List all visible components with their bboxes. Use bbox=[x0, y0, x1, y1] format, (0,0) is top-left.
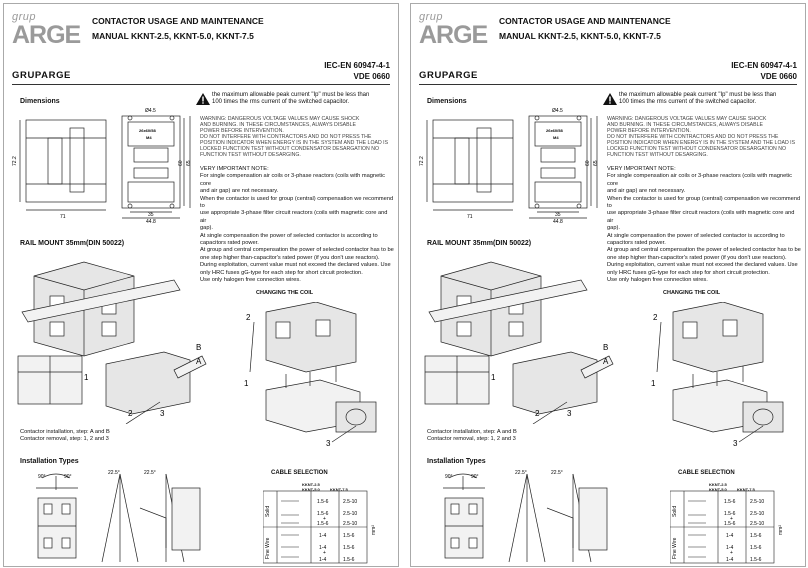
step-3-label: 3 bbox=[160, 409, 165, 418]
logo-top-text: grup bbox=[12, 11, 37, 23]
company-logo bbox=[12, 11, 81, 60]
rail-mount-drawing-2 bbox=[421, 252, 651, 424]
svg-text:65: 65 bbox=[593, 160, 599, 166]
cable-r5-a: 1-4 bbox=[319, 545, 327, 551]
svg-text:mm²: mm² bbox=[778, 525, 784, 535]
svg-text:A: A bbox=[603, 357, 609, 366]
cable-col1-header-2: KKNT-2.5 KKNT-5.0 bbox=[709, 482, 727, 492]
svg-text:B: B bbox=[603, 343, 609, 352]
svg-text:2.5-10: 2.5-10 bbox=[750, 521, 765, 527]
svg-text:+: + bbox=[730, 550, 733, 556]
svg-text:2.5-10: 2.5-10 bbox=[750, 511, 765, 517]
peak-current-note: the maximum allowable peak current "Ip" must be less than 100 times the rms current of the switched capacitor. bbox=[212, 92, 370, 105]
svg-text:+: + bbox=[730, 516, 733, 522]
title-line-2-2: MANUAL KKNT-2.5, KKNT-5.0, KKNT-7.5 bbox=[499, 31, 661, 41]
cable-selection-table-2 bbox=[670, 487, 800, 565]
svg-text:M4: M4 bbox=[553, 135, 559, 140]
svg-text:3: 3 bbox=[733, 439, 738, 448]
svg-text:1.5-6: 1.5-6 bbox=[724, 521, 736, 527]
cable-r4-b: 1.5-6 bbox=[343, 533, 355, 539]
svg-text:1: 1 bbox=[491, 373, 496, 382]
header-divider-2 bbox=[419, 84, 797, 85]
svg-text:1.5-6: 1.5-6 bbox=[724, 499, 736, 505]
rail-mount-drawing bbox=[14, 252, 244, 424]
svg-text:Ø4.5: Ø4.5 bbox=[552, 108, 563, 114]
svg-text:2: 2 bbox=[535, 409, 540, 418]
section-cable-selection: CABLE SELECTION bbox=[271, 470, 328, 476]
standard-vde: VDE 0660 bbox=[353, 72, 390, 81]
angle-22-5-right: 22.5° bbox=[144, 470, 156, 476]
svg-text:71: 71 bbox=[467, 214, 473, 220]
cable-r4-a: 1-4 bbox=[319, 533, 327, 539]
dim-65: 65 bbox=[186, 160, 192, 166]
cable-selection-table bbox=[263, 487, 393, 565]
cable-col2-header: KKNT-7.5 bbox=[330, 487, 348, 492]
svg-text:1: 1 bbox=[651, 379, 656, 388]
svg-text:Solid: Solid bbox=[672, 505, 678, 517]
logo-main-text: ARGE bbox=[12, 21, 81, 49]
title-line-1: CONTACTOR USAGE AND MAINTENANCE bbox=[92, 16, 264, 26]
section-installation-types-2: Installation Types bbox=[427, 458, 486, 465]
cable-r5-b: 1.5-6 bbox=[343, 545, 355, 551]
svg-text:1.5-6: 1.5-6 bbox=[724, 511, 736, 517]
svg-text:90°: 90° bbox=[471, 474, 479, 480]
cable-r2-b: 2.5-10 bbox=[343, 511, 358, 517]
warning-text: WARNING: DANGEROUS VOLTAGE VALUES MAY CAUSE SHOCK AND BURNING. IN THESE CIRCUMSTANCES, ALWAYS DISABLE POWER BEFORE INTERVENTION. DO NOT INTERFERE WITH CONTRACTORS AND DO NOT PRESS THE POSITION INDICATOR WHEN ENERGY IS IN THE SYSTEM AND THE LOAD IS LOCKED FUNCTION TEST WITHOUT CONDENSATOR DESARGATION NO FUNCTION TEST WITHOUT DESARGING. bbox=[200, 116, 389, 158]
installation-captions-2: Contactor installation, step: A and B Contactor removal, step: 1, 2 and 3 bbox=[427, 429, 517, 442]
cable-plus-1: + bbox=[323, 516, 326, 522]
coil-step-3-label: 3 bbox=[326, 439, 331, 448]
cable-unit-label: mm² bbox=[371, 525, 377, 535]
dim-71: 71 bbox=[60, 214, 66, 220]
section-rail-mount: RAIL MOUNT 35mm(DIN 50022) bbox=[20, 240, 125, 247]
svg-text:60: 60 bbox=[585, 160, 591, 166]
svg-text:Fine Wire: Fine Wire bbox=[672, 537, 678, 559]
svg-text:90°: 90° bbox=[445, 474, 453, 480]
coil-step-1-label: 1 bbox=[244, 379, 249, 388]
cable-col2-header-2: KKNT-7.5 bbox=[737, 487, 755, 492]
svg-text:44.8: 44.8 bbox=[553, 219, 563, 224]
svg-text:26x60/58: 26x60/58 bbox=[546, 128, 563, 133]
cable-r1-b: 2.5-10 bbox=[343, 499, 358, 505]
company-logo-2: grup ARGE bbox=[419, 11, 488, 49]
very-important-note: VERY IMPORTANT NOTE: For single compensation air coils or 3-phase reactors (coils with magnetic core and air gap) are not necessary. When the contactor is used for group (central) compensation we recommend to use appropriate 3-phase filter circuit reactors (coils with magnetic core and air gap). At single compensation the power of selected contactor is according to capacitors rated power. At group and central compensation the power of selected contactor has to be one step higher than-capacitor's rated power (if you don't use reactors). During exploitation, current value must not exceed the declared values. Use only HRC fuses gG-type for each step for short circuit protection. Use only halogen free connection wires. bbox=[200, 166, 394, 284]
part-m4-label: M4 bbox=[146, 135, 152, 140]
installation-captions: Contactor installation, step: A and B Contactor removal, step: 1, 2 and 3 bbox=[20, 429, 110, 442]
cable-r2-a: 1.5-6 bbox=[317, 511, 329, 517]
svg-text:22.5°: 22.5° bbox=[515, 470, 527, 476]
section-dimensions: Dimensions bbox=[20, 98, 60, 105]
very-important-note-2: VERY IMPORTANT NOTE: For single compensation air coils or 3-phase reactors (coils with magnetic core and air gap) are not necessary. When the contactor is used for group (central) compensation we recommend to use appropriate 3-phase filter circuit reactors (coils with magnetic core and air gap). At single compensation the power of selected contactor is according to capacitors rated power. At group and central compensation the power of selected contactor has to be one step higher than-capacitor's rated power (if you don't use reactors). During exploitation, current value must not exceed the declared values. Use only HRC fuses gG-type for each step for short circuit protection. Use only halogen free connection wires. bbox=[607, 166, 801, 284]
brand-name: GRUPARGE bbox=[12, 70, 71, 81]
section-cable-selection-2: CABLE SELECTION bbox=[678, 470, 735, 476]
svg-text:35: 35 bbox=[555, 212, 561, 218]
dimensions-drawing bbox=[12, 108, 198, 224]
section-changing-coil-2: CHANGING THE COIL bbox=[663, 290, 721, 296]
svg-text:1.5-6: 1.5-6 bbox=[750, 545, 762, 551]
standard-iec-2: IEC-EN 60947-4-1 bbox=[731, 61, 797, 70]
cable-fine-wire-label: Fine Wire bbox=[265, 537, 271, 559]
svg-text:1-4: 1-4 bbox=[726, 557, 734, 563]
standard-iec: IEC-EN 60947-4-1 bbox=[324, 61, 390, 70]
cable-r6-a: 1-4 bbox=[319, 557, 327, 563]
coil-step-2-label: 2 bbox=[246, 313, 251, 322]
installation-types-drawing bbox=[16, 468, 252, 564]
warning-icon-2 bbox=[603, 93, 617, 105]
svg-text:1.5-6: 1.5-6 bbox=[750, 533, 762, 539]
svg-text:1.5-6: 1.5-6 bbox=[750, 557, 762, 563]
warning-icon bbox=[196, 93, 210, 105]
svg-text:3: 3 bbox=[567, 409, 572, 418]
section-rail-mount-2: RAIL MOUNT 35mm(DIN 50022) bbox=[427, 240, 532, 247]
section-changing-coil: CHANGING THE COIL bbox=[256, 290, 314, 296]
svg-text:1-4: 1-4 bbox=[726, 545, 734, 551]
brand-name-2: GRUPARGE bbox=[419, 70, 478, 81]
cable-r3-a: 1.5-6 bbox=[317, 521, 329, 527]
standard-vde-2: VDE 0660 bbox=[760, 72, 797, 81]
svg-text:2: 2 bbox=[653, 313, 658, 322]
section-dimensions-2: Dimensions bbox=[427, 98, 467, 105]
step-2-label: 2 bbox=[128, 409, 133, 418]
peak-current-note-2: the maximum allowable peak current "Ip" must be less than 100 times the rms current of the switched capacitor. bbox=[619, 92, 777, 105]
manual-page-left bbox=[3, 3, 399, 567]
svg-text:1-4: 1-4 bbox=[726, 533, 734, 539]
angle-90-left: 90° bbox=[38, 474, 46, 480]
angle-22-5-left: 22.5° bbox=[108, 470, 120, 476]
cable-plus-2: + bbox=[323, 550, 326, 556]
cable-r6-b: 1.5-6 bbox=[343, 557, 355, 563]
cable-r1-a: 1.5-6 bbox=[317, 499, 329, 505]
angle-90-right: 90° bbox=[64, 474, 72, 480]
header-divider bbox=[12, 84, 390, 85]
dimensions-drawing-2 bbox=[419, 108, 605, 224]
dim-72-2: 72.2 bbox=[12, 156, 18, 166]
dim-35: 35 bbox=[148, 212, 154, 218]
svg-text:72.2: 72.2 bbox=[419, 156, 425, 166]
cable-r3-b: 2.5-10 bbox=[343, 521, 358, 527]
step-b-label: B bbox=[196, 343, 202, 352]
changing-coil-drawing bbox=[236, 302, 394, 448]
title-line-1-2: CONTACTOR USAGE AND MAINTENANCE bbox=[499, 16, 671, 26]
dim-4-5: Ø4.5 bbox=[145, 108, 156, 114]
installation-types-drawing-2 bbox=[423, 468, 659, 564]
changing-coil-drawing-2 bbox=[643, 302, 801, 448]
step-a-label: A bbox=[196, 357, 202, 366]
svg-text:22.5°: 22.5° bbox=[551, 470, 563, 476]
svg-text:2.5-10: 2.5-10 bbox=[750, 499, 765, 505]
step-1-label: 1 bbox=[84, 373, 89, 382]
warning-text-2: WARNING: DANGEROUS VOLTAGE VALUES MAY CAUSE SHOCK AND BURNING. IN THESE CIRCUMSTANCES, ALWAYS DISABLE POWER BEFORE INTERVENTION. DO NOT INTERFERE WITH CONTRACTORS AND DO NOT PRESS THE POSITION INDICATOR WHEN ENERGY IS IN THE SYSTEM AND THE LOAD IS LOCKED FUNCTION TEST WITHOUT CONDENSATOR DESARGATION NO FUNCTION TEST WITHOUT DESARGING. bbox=[607, 116, 796, 158]
part-model-label: 26x60/58 bbox=[139, 128, 156, 133]
cable-col1-header: KKNT-2.5 KKNT-5.0 bbox=[302, 482, 320, 492]
manual-page-right bbox=[410, 3, 806, 567]
title-line-2: MANUAL KKNT-2.5, KKNT-5.0, KKNT-7.5 bbox=[92, 31, 254, 41]
section-installation-types: Installation Types bbox=[20, 458, 79, 465]
dim-60: 60 bbox=[178, 160, 184, 166]
dim-44-8: 44.8 bbox=[146, 219, 156, 224]
cable-solid-label: Solid bbox=[265, 505, 271, 517]
